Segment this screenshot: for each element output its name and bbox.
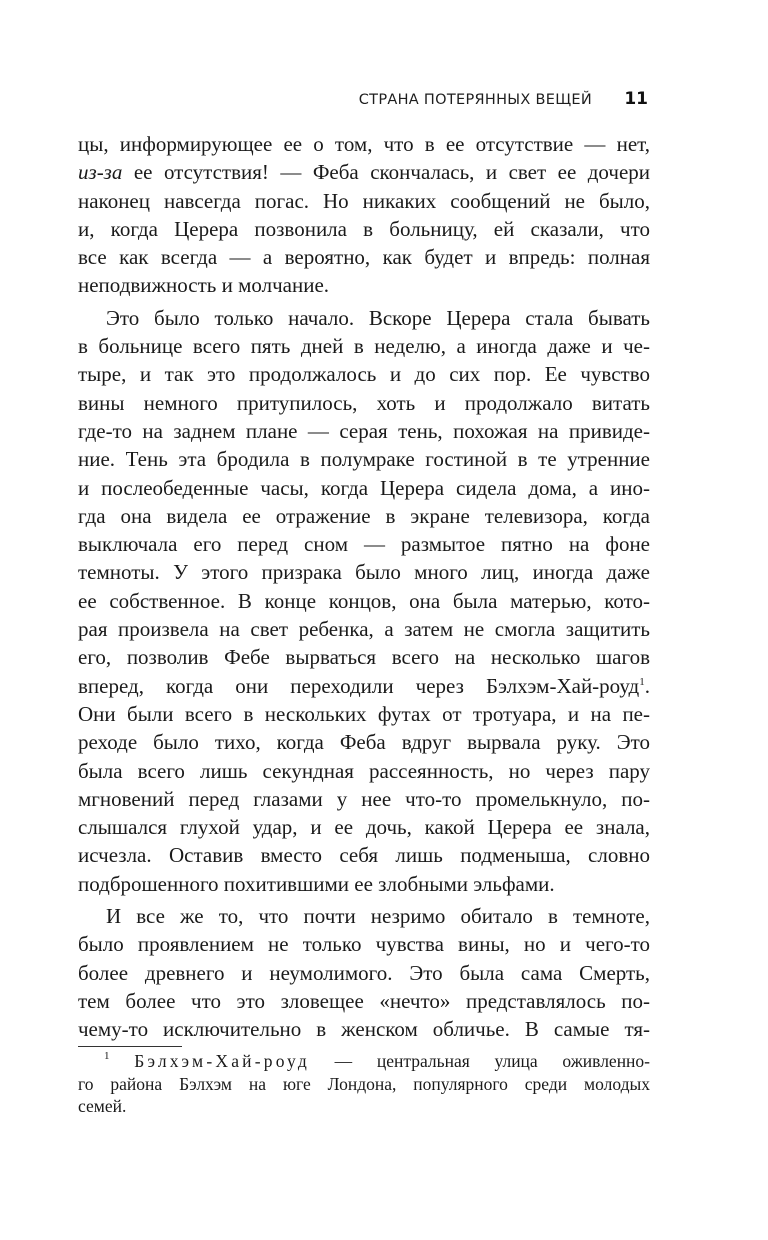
text-line: ние. Тень эта бродила в полумраке гостиной в те утренние <box>78 447 650 472</box>
text-line: наконец навсегда погас. Но никаких сообщений не было, <box>78 188 650 213</box>
footnote-line: го района Бэлхэм на юге Лондона, популярного среди молодых <box>78 1073 650 1094</box>
page-number: 11 <box>624 89 648 109</box>
text-line: Они были всего в нескольких футах от тротуара, и на пе- <box>78 701 650 726</box>
text-line: чему-то исключительно в женском обличье. В самые тя- <box>78 1017 650 1042</box>
text-line: реходе было тихо, когда Феба вдруг вырвала руку. Это <box>78 730 650 755</box>
text-line: все как всегда — а вероятно, как будет и впредь: полная <box>78 245 650 270</box>
text-line: рая произвела на свет ребенка, а затем не смогла защитить <box>78 617 650 642</box>
text-line: слышался глухой удар, и ее дочь, какой Церера ее знала, <box>78 815 650 840</box>
text-line: было проявлением не только чувства вины, но и чего-то <box>78 932 650 957</box>
text-line: мгновений перед глазами у нее что-то промелькнуло, по- <box>78 786 650 811</box>
running-head <box>78 88 648 114</box>
text-line: вины немного притупилось, хоть и продолжало витать <box>78 390 650 415</box>
footnote-term: Бэлхэм-Хай-роуд <box>134 1051 310 1071</box>
text-line: более древнего и неумолимого. Это была сама Смерть, <box>78 960 650 985</box>
text-line: темноты. У этого призрака было много лиц, иногда даже <box>78 560 650 585</box>
text-line: подброшенного похитившими ее злобными эльфами. <box>78 871 555 896</box>
footnote-number: 1 <box>104 1050 110 1062</box>
text-line: Это было только начало. Вскоре Церера стала бывать <box>106 305 650 330</box>
italic-word: из-за <box>78 160 123 185</box>
text-line: из-за ее отсутствия! — Феба скончалась, и свет ее дочери <box>78 160 651 185</box>
text-line: цы, информирующее ее о том, что в ее отсутствие — нет, <box>78 132 650 156</box>
footnote <box>78 1050 650 1118</box>
text-line: и, когда Церера позвонила в больницу, ей сказали, что <box>78 216 650 241</box>
footnote-divider <box>78 1046 182 1047</box>
text-line: гда она видела ее отражение в экране телевизора, когда <box>78 503 650 528</box>
paragraph-1 <box>78 130 650 300</box>
text-line: и послеобеденные часы, когда Церера сидела дома, а ино- <box>78 475 650 500</box>
text-line: тыре, и так это продолжалось и до сих пор. Ее чувство <box>78 362 650 387</box>
text-line: исчезла. Оставив вместо себя лишь подменыша, словно <box>78 843 650 868</box>
text-line: в больнице всего пять дней в неделю, а иногда даже и че- <box>78 334 650 359</box>
footnote-marker: 1 <box>639 675 645 688</box>
text-line: ее собственное. В конце концов, она была матерью, кото- <box>78 588 650 613</box>
paragraph-3 <box>78 902 650 1043</box>
running-title: СТРАНА ПОТЕРЯННЫХ ВЕЩЕЙ <box>358 92 592 108</box>
text-line: И все же то, что почти незримо обитало в темноте, <box>106 904 650 929</box>
body-text <box>78 130 650 1044</box>
text-line: неподвижность и молчание. <box>78 273 330 298</box>
paragraph-2 <box>78 304 650 898</box>
text-line: его, позволив Фебе вырваться всего на несколько шагов <box>78 645 650 670</box>
footnote-line: семей. <box>78 1096 127 1116</box>
text-line: выключала его перед сном — размытое пятно на фоне <box>78 532 650 557</box>
text-line: вперед, когда они переходили через Бэлхэм-Хай-роуд$^1$. <box>78 673 650 698</box>
text-line: тем более что это зловещее «нечто» представлялось по- <box>78 988 650 1013</box>
text-line: где-то на заднем плане — серая тень, похожая на привиде- <box>78 418 650 443</box>
footnote-line: $^1$ Бэлхэм-Хай-роуд — центральная улица оживленно- <box>104 1050 651 1071</box>
text-line: была всего лишь секундная рассеянность, но через пару <box>78 758 650 783</box>
